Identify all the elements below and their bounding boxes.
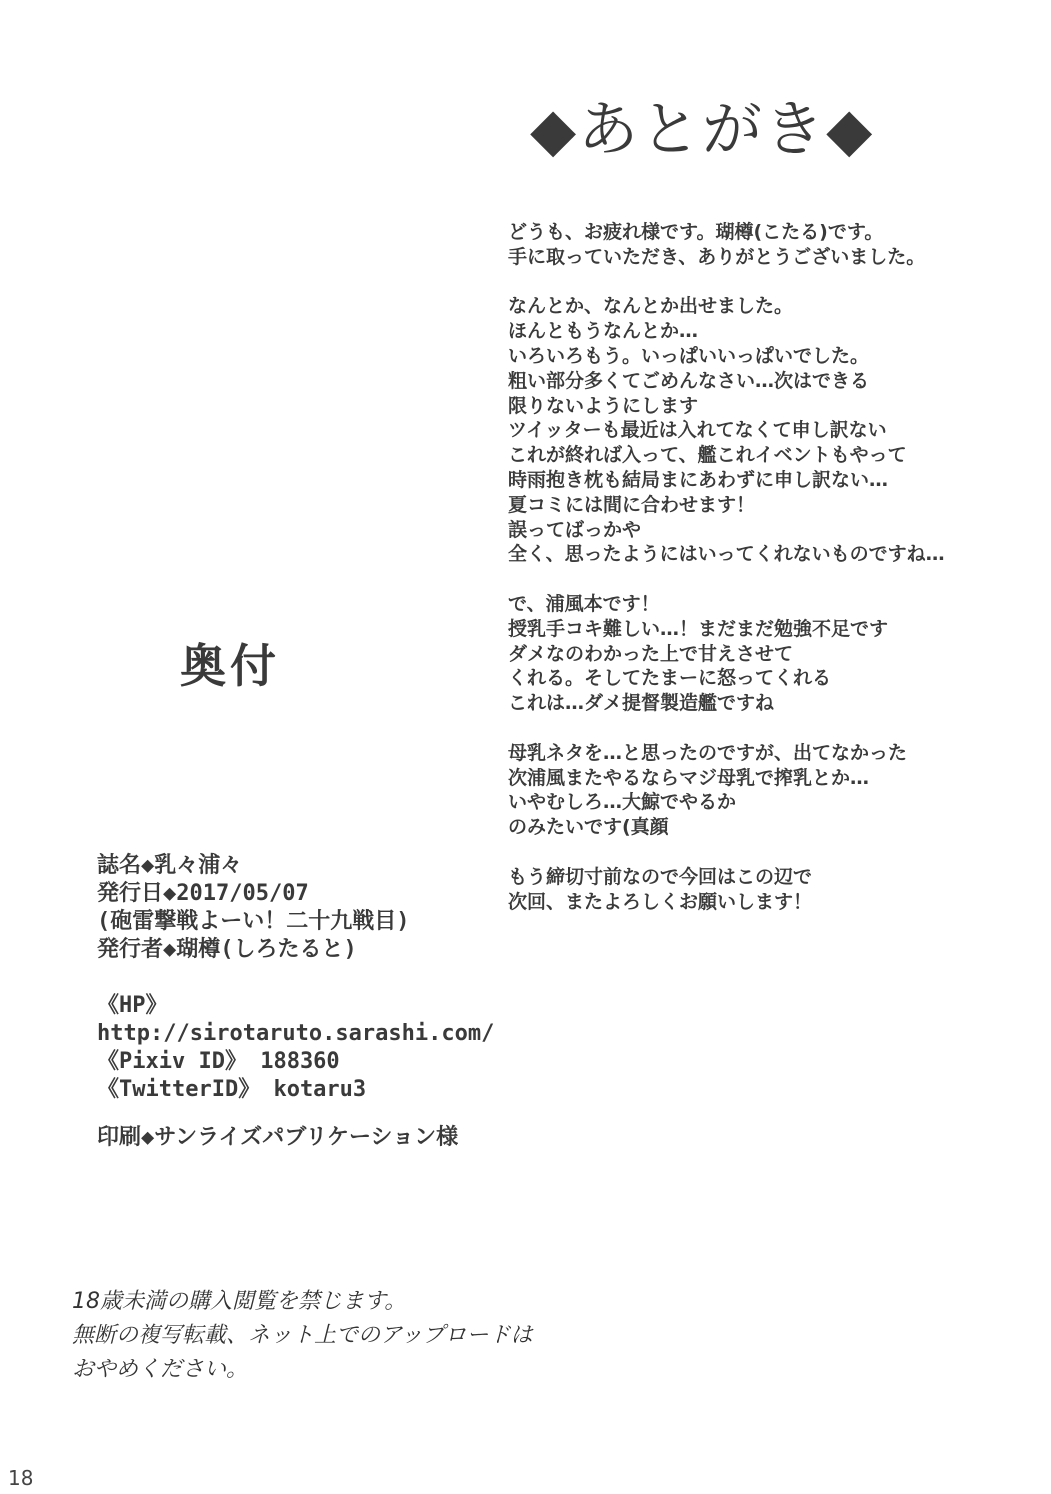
afterword-paragraph	[508, 294, 945, 567]
colophon-heading: 奥付	[180, 639, 280, 693]
afterword-line: これは…ダメ提督製造艦ですね	[508, 692, 775, 715]
afterword-line: これが終れば入って、艦これイベントもやって	[508, 444, 907, 467]
afterword-paragraph	[508, 741, 945, 840]
afterword-paragraph	[508, 592, 945, 716]
afterword-paragraph	[508, 865, 945, 915]
afterword-line: 次回、またよろしくお願いします！	[508, 890, 813, 913]
colophon-date: 発行日◆2017/05/07	[97, 881, 309, 906]
colophon-event: (砲雷撃戦よーい！二十九戦目)	[97, 909, 410, 934]
notice-line: 無断の複写転載、ネット上でのアップロードは	[72, 1323, 533, 1348]
afterword-line: ツイッターも最近は入れてなくて申し訳ない	[508, 419, 887, 442]
afterword-body	[508, 220, 945, 939]
colophon-title: 誌名◆乳々浦々	[97, 853, 243, 878]
afterword-title: ◆あとがき◆	[530, 95, 875, 165]
afterword-paragraph	[508, 220, 945, 270]
afterword-line: もう締切寸前なので今回はこの辺で	[508, 865, 813, 888]
afterword-line: ダメなのわかった上で甘えさせて	[508, 642, 794, 665]
afterword-line: 授乳手コキ難しい…！まだまだ勉強不足です	[508, 617, 889, 640]
page-number: 18	[8, 1466, 34, 1490]
colophon-pixiv: 《Pixiv ID》 188360	[97, 1049, 340, 1074]
notice-line: おやめください。	[72, 1357, 249, 1382]
afterword-line: 次浦風またやるならマジ母乳で搾乳とか…	[508, 766, 870, 789]
notice-line: 18歳未満の購入閲覧を禁じます。	[72, 1289, 407, 1314]
afterword-line: どうも、お疲れ様です。瑚樽(こたる)です。	[508, 221, 884, 243]
afterword-line: いやむしろ…大鯨でやるか	[508, 791, 737, 814]
afterword-line: で、浦風本です！	[508, 592, 660, 615]
afterword-line: 手に取っていただき、ありがとうございました。	[508, 245, 926, 268]
afterword-line: 全く、思ったようにはいってくれないものですね…	[508, 543, 945, 566]
afterword-line: ほんともうなんとか…	[508, 320, 699, 343]
afterword-line: 誤ってばっかや	[508, 518, 642, 541]
afterword-line: 限りないようにします	[508, 394, 699, 417]
afterword-line: 時雨抱き枕も結局まにあわずに申し訳ない…	[508, 468, 889, 491]
afterword-line: くれる。そしてたまーに怒ってくれる	[508, 667, 832, 690]
colophon-printer: 印刷◆サンライズパブリケーション様	[97, 1125, 459, 1150]
colophon-publisher: 発行者◆瑚樽(しろたると)	[97, 937, 357, 962]
afterword-line: 母乳ネタを…と思ったのですが、出てなかった	[508, 741, 908, 764]
afterword-line: 粗い部分多くてごめんなさい…次はできる	[508, 369, 870, 392]
afterword-line: のみたいです(真顔	[508, 816, 669, 839]
colophon-hp-url: http://sirotaruto.sarashi.com/	[97, 1021, 495, 1046]
afterword-line: なんとか、なんとか出せました。	[508, 295, 794, 318]
colophon-twitter: 《TwitterID》 kotaru3	[97, 1077, 367, 1102]
colophon-hp-label: 《HP》	[97, 993, 168, 1018]
colophon	[97, 852, 494, 1152]
afterword-line: 夏コミには間に合わせます！	[508, 493, 756, 516]
afterword-line: いろいろもう。いっぱいいっぱいでした。	[508, 344, 870, 367]
age-restriction-notice	[72, 1285, 532, 1387]
